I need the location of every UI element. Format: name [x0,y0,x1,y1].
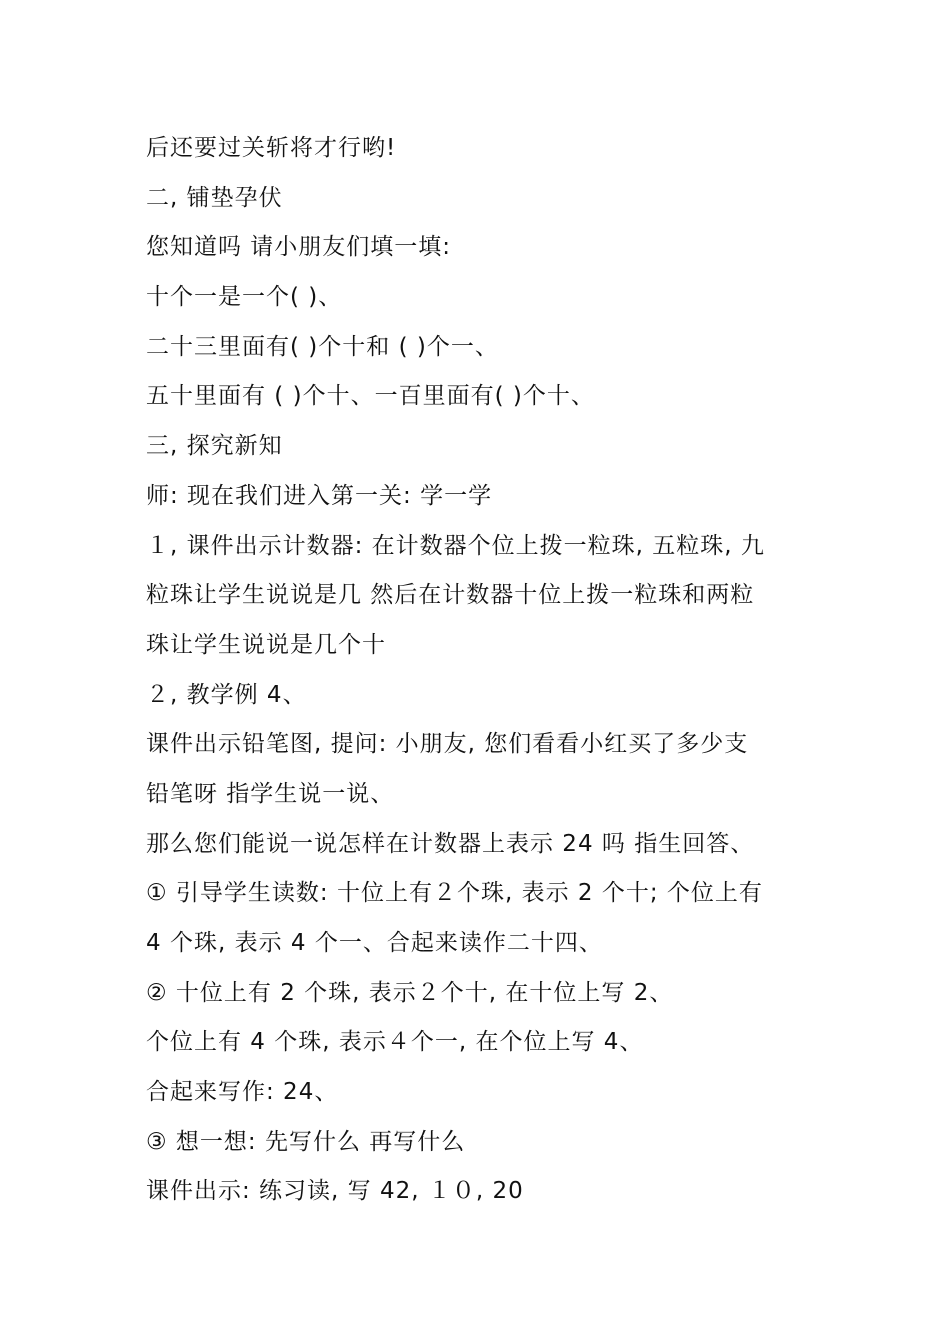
text-line: １, 课件出示计数器: 在计数器个位上拨一粒珠, 五粒珠, 九 [146,532,765,559]
text-line: ③ 想一想: 先写什么 再写什么 [146,1128,466,1155]
text-line: 合起来写作: 24、 [146,1079,339,1106]
text-line: 五十里面有 ( )个十、一百里面有( )个十、 [146,383,595,410]
text-line: 那么您们能说一说怎样在计数器上表示 24 吗 指生回答、 [146,830,755,857]
text-line: ① 引导学生读数: 十位上有２个珠, 表示 2 个十; 个位上有 [146,880,763,907]
text-line: 您知道吗 请小朋友们填一填: [146,234,452,261]
text-line: 珠让学生说说是几个十 [146,631,386,658]
text-line: 十个一是一个( )、 [146,284,343,311]
text-line: 个位上有 4 个珠, 表示４个一, 在个位上写 4、 [146,1029,644,1056]
text-line: 课件出示: 练习读, 写 42, １０, 20 [146,1178,524,1205]
text-line: 二十三里面有( )个十和 ( )个一、 [146,333,499,360]
document-body [146,124,826,1217]
text-line: ② 十位上有 2 个珠, 表示２个十, 在十位上写 2、 [146,979,674,1006]
text-line: 4 个珠, 表示 4 个一、合起来读作二十四、 [146,930,603,956]
text-line: 师: 现在我们进入第一关: 学一学 [146,482,493,509]
text-line: ２, 教学例 4、 [146,681,307,708]
text-line: 粒珠让学生说说是几 然后在计数器十位上拨一粒珠和两粒 [146,582,755,609]
text-line: 后还要过关斩将才行哟! [146,135,397,161]
text-line: 铅笔呀 指学生说一说、 [146,780,395,807]
section-heading: 二, 铺垫孕伏 [146,184,283,211]
section-heading: 三, 探究新知 [146,433,283,460]
text-line: 课件出示铅笔图, 提问: 小朋友, 您们看看小红买了多少支 [146,731,749,758]
